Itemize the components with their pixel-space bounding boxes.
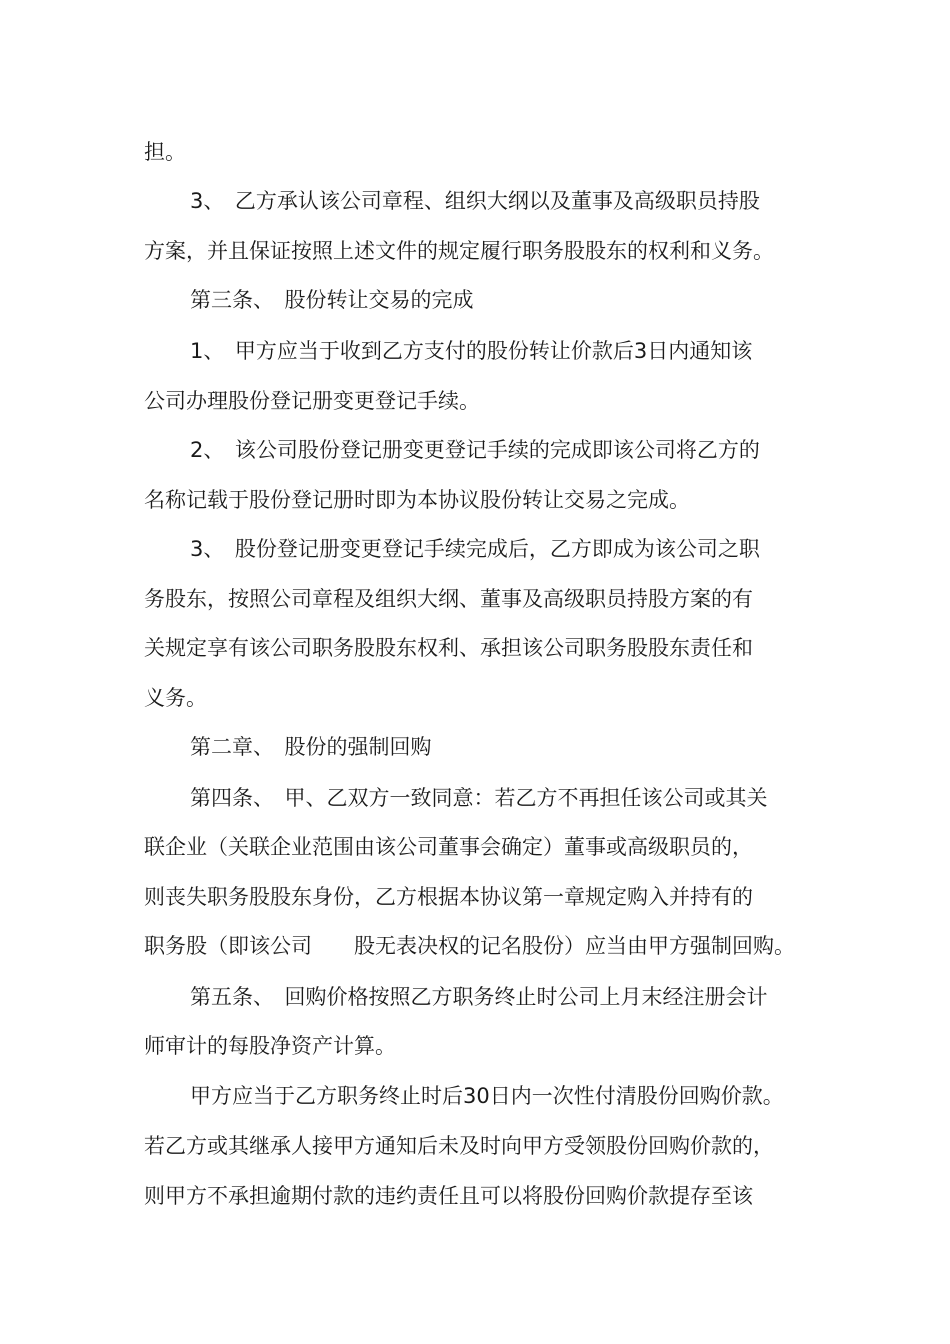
text-line: 若乙方或其继承人接甲方通知后未及时向甲方受领股份回购价款的， [144,1134,774,1158]
chapter-heading: 第二章、 股份的强制回购 [190,735,432,759]
text-line: 公司办理股份登记册变更登记手续。 [144,389,480,413]
text-line: 3、 股份登记册变更登记手续完成后，乙方即成为该公司之职 [190,537,760,561]
text-line: 师审计的每股净资产计算。 [144,1034,396,1058]
text-line: 联企业（关联企业范围由该公司董事会确定）董事或高级职员的， [144,835,753,859]
text-line: 名称记载于股份登记册时即为本协议股份转让交易之完成。 [144,488,690,512]
text-line: 1、 甲方应当于收到乙方支付的股份转让价款后3日内通知该 [190,339,753,363]
text-line: 甲方应当于乙方职务终止时后30日内一次性付清股份回购价款。 [190,1084,784,1108]
text-line: 第五条、 回购价格按照乙方职务终止时公司上月末经注册会计 [190,985,768,1009]
text-line: 则丧失职务股股东身份，乙方根据本协议第一章规定购入并持有的 [144,885,753,909]
text-line: 担。 [144,140,186,164]
text-line: 则甲方不承担逾期付款的违约责任且可以将股份回购价款提存至该 [144,1184,753,1208]
text-line: 2、 该公司股份登记册变更登记手续的完成即该公司将乙方的 [190,438,760,462]
text-line: 义务。 [144,686,207,710]
text-line: 职务股（即该公司 股无表决权的记名股份）应当由甲方强制回购。 [144,934,795,958]
text-line: 第四条、 甲、乙双方一致同意：若乙方不再担任该公司或其关 [190,786,768,810]
text-line: 关规定享有该公司职务股股东权利、承担该公司职务股股东责任和 [144,636,753,660]
section-heading: 第三条、 股份转让交易的完成 [190,288,474,312]
text-line: 方案，并且保证按照上述文件的规定履行职务股股东的权利和义务。 [144,239,774,263]
text-line: 务股东，按照公司章程及组织大纲、董事及高级职员持股方案的有 [144,587,753,611]
text-line: 3、 乙方承认该公司章程、组织大纲以及董事及高级职员持股 [190,189,760,213]
